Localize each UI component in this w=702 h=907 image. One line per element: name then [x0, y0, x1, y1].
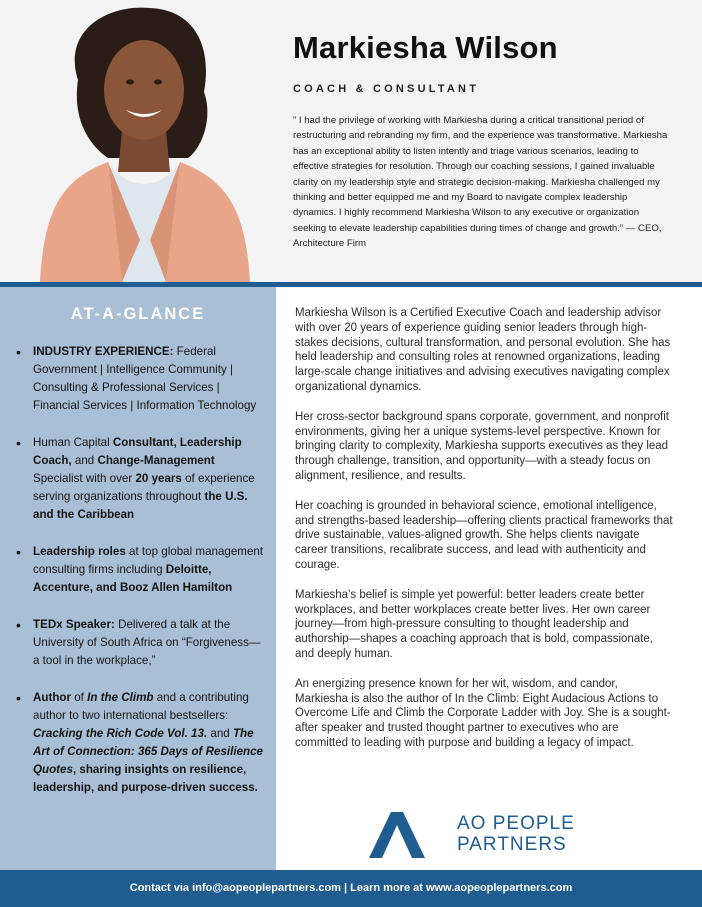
glance-list	[16, 343, 266, 816]
glance-item-text: Federal Government | Intelligence Community | Consulting & Professional Services | Financial Services | Information Technology	[33, 345, 257, 412]
bio-paragraph: Markiesha’s belief is simple yet powerful: better leaders create better workplaces, and better workplaces create better lives. Her own career journey—from high-pressure consulting to thought leadership and authorship—shapes a coaching approach that is bold, compassionate, and deeply human.	[295, 588, 654, 660]
glance-item-text: Delivered a talk at the University of South Africa on “Forgiveness—a tool in the workplace,”	[33, 618, 261, 667]
glance-item-text: of experience serving organizations throughout	[33, 472, 255, 503]
glance-item-consultant	[16, 434, 266, 524]
glance-item-leadership	[16, 543, 266, 597]
logo-line-2: PARTNERS	[457, 834, 567, 855]
glance-item-bold: the U.S. and the Caribbean	[33, 490, 248, 521]
logo-line-1: AO PEOPLE	[457, 813, 575, 834]
person-title: COACH & CONSULTANT	[293, 83, 480, 95]
book-title: In the Climb	[87, 691, 154, 704]
glance-item-author	[16, 689, 266, 797]
bio-paragraph: Markiesha Wilson is a Certified Executive Coach and leadership advisor with over 20 years of experience guiding senior leaders through high-stakes decisions, cultural transformation, and personal evolution. She has held leadership and consulting roles at renowned organizations, leading large-scale change initiatives and advising executives navigating complex organizational dynamics.	[295, 307, 671, 393]
glance-item-text: and a contributing author to two international bestsellers:	[33, 691, 249, 722]
glance-item-bold: Leadership roles	[33, 545, 126, 558]
glance-item-bold: Deloitte, Accenture, and Booz Allen Hamilton	[33, 563, 233, 594]
footer-contact: Contact via info@aopeoplepartners.com | Learn more at www.aopeoplepartners.com	[0, 870, 702, 907]
bio-paragraph: An energizing presence known for her wit, wisdom, and candor, Markiesha is also the author of In the Climb: Eight Audacious Actions to Overcome Life and Climb the Corporate Ladder with Joy. She is a sought-after speaker and trusted thought partner to executives who are committed to leading with purpose and building a legacy of impact.	[295, 677, 671, 749]
glance-item-bold: , sharing insights on resilience, leadership, and purpose-driven success.	[33, 763, 258, 794]
portrait-photo	[0, 0, 283, 282]
book-title: The Art of Connection: 365 Days of Resilience Quotes	[33, 727, 263, 776]
bio-paragraph: Her cross-sector background spans corporate, government, and nonprofit environments, giving her a unique systems-level perspective. Known for bringing clarity to complexity, Markiesha supports executives as they lead through challenge, transition, and opportunity—with a steady focus on alignment, resilience, and results.	[295, 410, 669, 482]
glance-item-bold: Change-Management	[97, 454, 215, 467]
bio-paragraph: Her coaching is grounded in behavioral science, emotional intelligence, and strengths-based leadership—offering clients practical frameworks that drive sustainable, values-aligned growth. She helps clients navigate career transitions, recalibrate success, and lead with authenticity and courage.	[295, 499, 673, 571]
ao-people-partners-logo	[365, 808, 580, 860]
glance-item-bold: TEDx Speaker:	[33, 618, 115, 631]
person-name: Markiesha Wilson	[293, 30, 558, 65]
portrait-illustration	[0, 0, 283, 282]
glance-item-bold: Consultant, Leadership Coach,	[33, 436, 242, 467]
book-title: Cracking the Rich Code Vol. 13.	[33, 727, 208, 740]
glance-item-tedx	[16, 616, 266, 670]
biography	[295, 306, 673, 766]
glance-item-text: and	[71, 454, 98, 467]
ao-logo-mark-icon	[365, 808, 451, 860]
glance-item-text: at top global management consulting firms including	[33, 545, 264, 576]
glance-item-label: INDUSTRY EXPERIENCE:	[33, 345, 174, 358]
glance-item-text: Human Capital	[33, 436, 113, 449]
glance-item-text: Specialist with over	[33, 472, 136, 485]
glance-item-text: and	[207, 727, 233, 740]
glance-item-text: of	[71, 691, 88, 704]
sidebar-title: AT-A-GLANCE	[70, 305, 206, 323]
at-a-glance-sidebar	[0, 287, 276, 870]
glance-item-industry	[16, 343, 266, 415]
logo-wordmark	[457, 813, 575, 855]
testimonial-quote: ” I had the privilege of working with Markiesha during a critical transitional period of restructuring and rebranding my firm, and the experience was transformative. Markiesha has an exceptional ability to listen intently and triage various scenarios, leading to effective strategies for resolution. Through our coaching sessions, I gained invaluable clarity on my leadership style and strategic decision-making. Markiesha challenged my thinking and better equipped me and my Board to navigate complex leadership dynamics. I highly recommend Markiesha Wilson to any executive or organization seeking to elevate leadership capabilities during times of change and growth.” — CEO, Architecture Firm	[293, 115, 668, 250]
glance-item-bold: 20 years	[135, 472, 182, 485]
header	[0, 0, 702, 282]
glance-item-bold: Author	[33, 691, 71, 704]
